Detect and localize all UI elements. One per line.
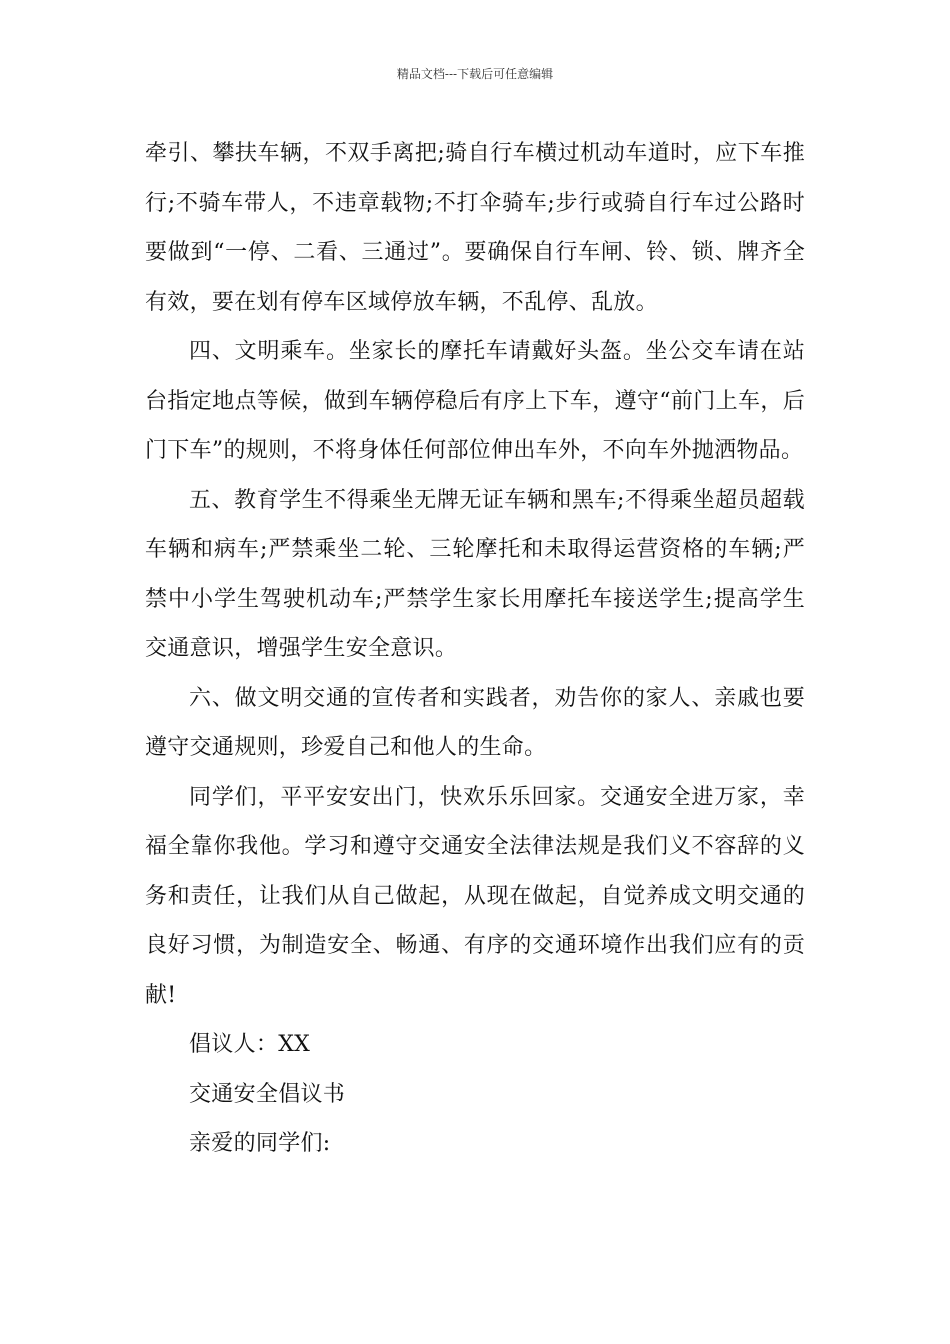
paragraph-second-title: 交通安全倡议书 (189, 1081, 346, 1107)
paragraph-civilized-riding: 四、文明乘车。坐家长的摩托车请戴好头盔。坐公交车请在站台指定地点等候，做到车辆停稳后有序上下车，遵守“前门上车，后门下车”的规则，不将身体任何部位伸出车外，不向车外抛洒物品。 (145, 339, 805, 463)
paragraph-signature: 倡议人：XX (189, 1032, 311, 1057)
page-header: 精品文档---下载后可任意编辑 (396, 67, 554, 81)
paragraph-traffic-advocate: 六、做文明交通的宣传者和实践者，劝告你的家人、亲戚也要遵守交通规则，珍爱自己和他人的生命。 (145, 685, 805, 760)
document-body (145, 129, 805, 1169)
paragraph-closing-appeal: 同学们，平平安安出门，快欢乐乐回家。交通安全进万家，幸福全靠你我他。学习和遵守交通安全法律法规是我们义不容辞的义务和责任，让我们从自己做起，从现在做起，自觉养成文明交通的良好习惯，为制造安全、畅通、有序的交通环境作出我们应有的贡献! (145, 784, 805, 1008)
paragraph-unlicensed-vehicles: 五、教育学生不得乘坐无牌无证车辆和黑车;不得乘坐超员超载车辆和病车;严禁乘坐二轮、三轮摩托和未取得运营资格的车辆;严禁中小学生驾驶机动车;严禁学生家长用摩托车接送学生;提高学生交通意识，增强学生安全意识。 (145, 487, 805, 661)
paragraph-salutation: 亲爱的同学们: (189, 1131, 331, 1156)
paragraph-bicycle-rules: 牵引、攀扶车辆，不双手离把;骑自行车横过机动车道时，应下车推行;不骑车带人，不违章载物;不打伞骑车;步行或骑自行车过公路时要做到“一停、二看、三通过”。要确保自行车闸、铃、锁、牌齐全有效，要在划有停车区域停放车辆，不乱停、乱放。 (145, 141, 805, 315)
